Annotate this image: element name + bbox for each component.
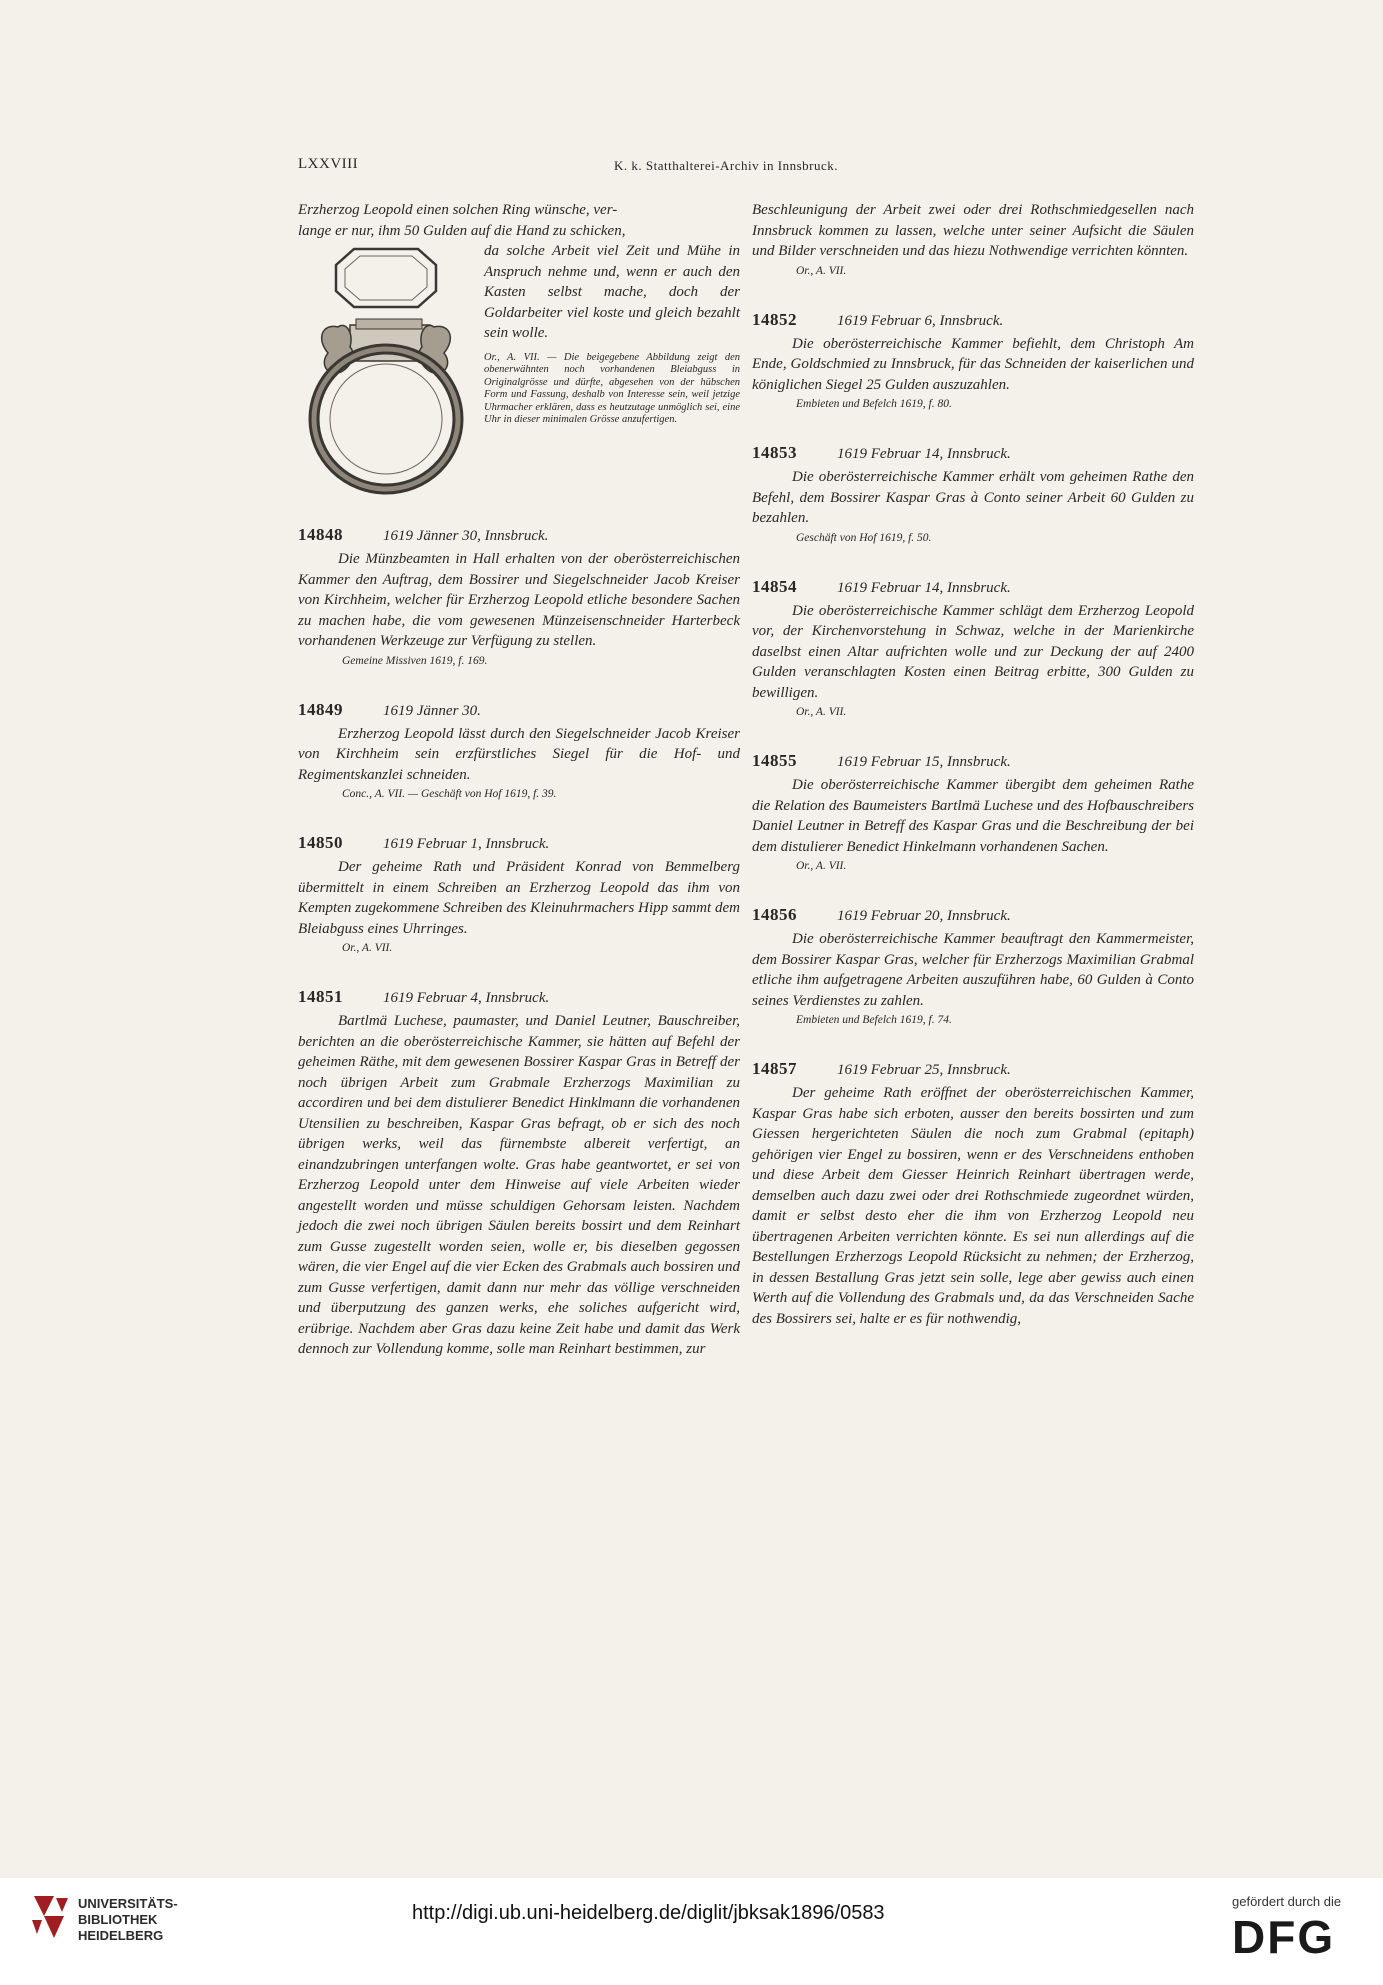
entry-source: Gemeine Missiven 1619, f. 169. xyxy=(342,654,488,667)
page-number: LXXVIII xyxy=(298,156,359,172)
permalink-url[interactable]: http://digi.ub.uni-heidelberg.de/diglit/jbksak1896/0583 xyxy=(412,1902,885,1924)
entry-text: Der geheime Rath eröffnet der oberösterreichischen Kammer, Kaspar Gras habe sich erboten, ausser den bereits bossirten und zum Giessen hergerichteten Säulen die noch zum Grabmal (epitaph) gehörigen vier Engel zu bossiren, wenn er des Verschneidens enthoben und diese Arbeit dem Giesser Heinrich Reinhart übertragen werde, demselben auch dazu zwei oder drei Rothschmiede zugeordnet würden, damit er selbst desto eher die ihm von Erzherzog Leopold neu übertragenen Arbeiten verrichten könnte. Es sei nun allerdings auf die Bestellungen Erzherzogs Leopold Rücksicht zu nehmen; der Erzherzog, in dessen Bestallung Gras jetzt sein solle, lege aber gewiss auch einen Werth auf die Vollendung des Grabmals und, da das Verschneiden Sache des Bossirers sei, halte er es für nothwendig, xyxy=(752,1085,1194,1327)
entry-14848 xyxy=(298,523,740,669)
entry-source: Conc., A. VII. — Geschäft von Hof 1619, f. 39. xyxy=(342,788,557,800)
entry-date: 1619 Februar 15, Innsbruck. xyxy=(837,754,1011,770)
entry-14849 xyxy=(298,698,740,803)
entry-text: Die Münzbeamten in Hall erhalten von der oberösterreichischen Kammer den Auftrag, dem Bossirer und Siegelschneider Jacob Kreiser von Kirchheim, welcher für Erzherzog Leopold etliche besondere Sachen zu machen habe, die vom gewesenen Münzeisenschneider Harterbeck vorhandenen Werkzeuge zur Verfügung zu stellen. xyxy=(298,551,740,649)
page-header xyxy=(298,156,1182,176)
entry-14857 xyxy=(752,1057,1194,1329)
entry-number: 14851 xyxy=(298,987,343,1006)
intro-line: Erzherzog Leopold einen solchen Ring wünsche, ver- xyxy=(298,202,618,218)
entry-number: 14854 xyxy=(752,576,797,596)
entry-text: Die oberösterreichische Kammer beauftragt den Kammermeister, dem Bossirer Kaspar Gras, welcher für Erzherzogs Maximilian Grabmal etliche ihm aufgetragene Arbeiten auszuführen habe, 60 Gulden à Conto seines Verdienstes zu zahlen. xyxy=(752,931,1194,1009)
entry-date: 1619 Februar 4, Innsbruck. xyxy=(383,990,550,1006)
entry-14856 xyxy=(752,903,1194,1028)
ring-illustration xyxy=(298,243,474,501)
right-column xyxy=(752,200,1194,1358)
entry-14851-continued xyxy=(752,200,1194,279)
entry-number: 14857 xyxy=(752,1059,797,1078)
intro-line: lange er nur, ihm 50 Gulden auf die Hand zu schicken, xyxy=(298,222,626,239)
library-line: UNIVERSITÄTS- xyxy=(78,1896,178,1911)
entry-source: Or., A. VII. xyxy=(796,706,847,718)
entry-text: Die oberösterreichische Kammer befiehlt, dem Christoph Am Ende, Goldschmied zu Innsbruck, für das Schneiden der kaiserlichen und königlichen Siegel 25 Gulden auszuzahlen. xyxy=(752,335,1194,393)
entry-source: Or., A. VII. xyxy=(342,942,393,954)
entry-date: 1619 Februar 20, Innsbruck. xyxy=(837,908,1011,924)
entry-text: Erzherzog Leopold lässt durch den Siegelschneider Jacob Kreiser von Kirchheim sein erzfürstliches Siegel für die Hof- und Regimentskanzlei schneiden. xyxy=(298,725,740,783)
entry-14854 xyxy=(752,575,1194,721)
entry-14855 xyxy=(752,749,1194,874)
entry-text: Bartlmä Luchese, paumaster, und Daniel Leutner, Bauschreiber, berichten an die oberösterreichische Kammer, sie hätten auf Befehl der geheimen Räthe, mit dem gewesenen Bossirer Kaspar Gras in Betreff der noch übrigen Arbeit zum Grabmale Erzherzogs Maximilian zu accordiren und bei dem distulierer Benedict Hinklmann die vorhandenen Utensilien zu beschreiben, Kaspar Gras befragt, ob er sich des noch übrigen werks, weil das fürnembste albereit verfertigt, an einandzubringen unterfangen wolte. Gras habe geantwortet, er sei von Erzherzog Leopold unter dem Hinweise auf viele Arbeiten wieder angestellt worden und müsse schuldigen Gehorsam leisten. Nachdem jedoch die zwei noch übrigen Säulen bereits bossirt und dem Reinhart zum Gusse zugestellt worden seien, wolle er, bis dieselben gegossen wären, die vier Engel auf die vier Ecken des Grabmals auch bossiren und zum Gusse verfertigen, damit dann nur mehr das völlige verschneiden und überputzung des ganzen werks, ehe soliches aufgericht wird, erübrige. Nachdem aber Gras dazu keine Zeit habe und damit das Werk dennoch zur Vollendung komme, solle man Reinhart bestimmen, zur xyxy=(298,1013,740,1357)
continued-text: Beschleunigung der Arbeit zwei oder drei Rothschmiedgesellen nach Innsbruck kommen zu lassen, welche unter seiner Aufsicht die Säulen und Bilder verschneiden und das hiezu Nothwendige verrichten könnten. xyxy=(752,202,1194,259)
funding-note: gefördert durch die xyxy=(1232,1894,1342,1909)
dfg-logo[interactable]: DFG xyxy=(1232,1911,1336,1963)
ring-figure-block xyxy=(298,241,740,501)
entry-text: Die oberösterreichische Kammer erhält vom geheimen Rathe den Befehl, dem Bossirer Kaspar Gras à Conto seiner Arbeit 60 Gulden zu bezahlen. xyxy=(752,469,1194,526)
left-column xyxy=(298,200,740,1389)
viewer-footer xyxy=(0,1878,1383,1985)
entry-14850 xyxy=(298,831,740,956)
entry-14851 xyxy=(298,985,740,1360)
entry-14853 xyxy=(752,441,1194,546)
entry-text: Die oberösterreichische Kammer schlägt dem Erzherzog Leopold vor, der Kirchenvorstehung in Schwaz, welche in der Marienkirche daselbst einen Altar aufrichten wolle und zur Deckung der auf 2400 Gulden veranschlagten Kosten einen Beitrag erbitte, 300 Gulden zu bewilligen. xyxy=(752,602,1194,701)
entry-source: Or., A. VII. xyxy=(796,264,847,277)
entry-number: 14852 xyxy=(752,309,797,329)
entry-text: Die oberösterreichische Kammer übergibt dem geheimen Rathe die Relation des Baumeisters Bartlmä Luchese und des Hofbauschreibers Daniel Leutner in Betreff des Kaspar Gras und die Beschreibung der bei dem distulierer Benedict Hinkelmann vorhandenen Sachen. xyxy=(752,777,1194,855)
library-name[interactable] xyxy=(78,1896,178,1944)
library-line: BIBLIOTHEK xyxy=(78,1912,158,1927)
entry-date: 1619 Februar 14, Innsbruck. xyxy=(837,446,1011,462)
entry-source: Embieten und Befelch 1619, f. 80. xyxy=(796,398,952,410)
wrapped-text: da solche Arbeit viel Zeit und Mühe in Anspruch nehme und, wenn er auch den Kasten selbst mache, doch der Goldarbeiter viel koste und gleich bezahlt sein wolle. xyxy=(484,243,740,341)
entry-date: 1619 Jänner 30. xyxy=(383,702,481,719)
library-logo-icon xyxy=(30,1894,70,1940)
entry-date: 1619 Februar 1, Innsbruck. xyxy=(383,836,550,852)
entry-number: 14850 xyxy=(298,833,343,852)
entry-number: 14848 xyxy=(298,525,343,544)
entry-number: 14855 xyxy=(752,751,797,770)
entry-date: 1619 Jänner 30, Innsbruck. xyxy=(383,528,549,544)
library-line: HEIDELBERG xyxy=(78,1928,164,1943)
entry-date: 1619 Februar 25, Innsbruck. xyxy=(837,1062,1011,1078)
entry-text: Der geheime Rath und Präsident Konrad von Bemmelberg übermittelt in einem Schreiben an Erzherzog Leopold das ihm von Kempten zugekommene Schreiben des Kleinuhrmachers Hipp sammt dem Bleiabguss eines Uhrringes. xyxy=(298,859,740,937)
entry-number: 14853 xyxy=(752,443,797,462)
entry-number: 14849 xyxy=(298,699,343,719)
entry-14852 xyxy=(752,308,1194,413)
figure-caption: Or., A. VII. — Die beigegebene Abbildung zeigt den obenerwähnten noch vorhandenen Bleiabguss in Originalgrösse und dürfte, abgesehen von der hübschen Form und Fassung, deshalb von Interesse sein, weil jetzige Uhrmacher erklären, dass es heutzutage unmöglich sei, eine Uhr in dieser minimalen Grösse anzufertigen. xyxy=(484,351,740,425)
entry-number: 14856 xyxy=(752,905,797,924)
running-title: K. k. Statthalterei-Archiv in Innsbruck. xyxy=(614,158,838,173)
entry-date: 1619 Februar 14, Innsbruck. xyxy=(837,579,1011,596)
entry-source: Embieten und Befelch 1619, f. 74. xyxy=(796,1014,952,1026)
entry-source: Or., A. VII. xyxy=(796,860,847,872)
entry-date: 1619 Februar 6, Innsbruck. xyxy=(837,312,1004,329)
entry-source: Geschäft von Hof 1619, f. 50. xyxy=(796,531,932,544)
